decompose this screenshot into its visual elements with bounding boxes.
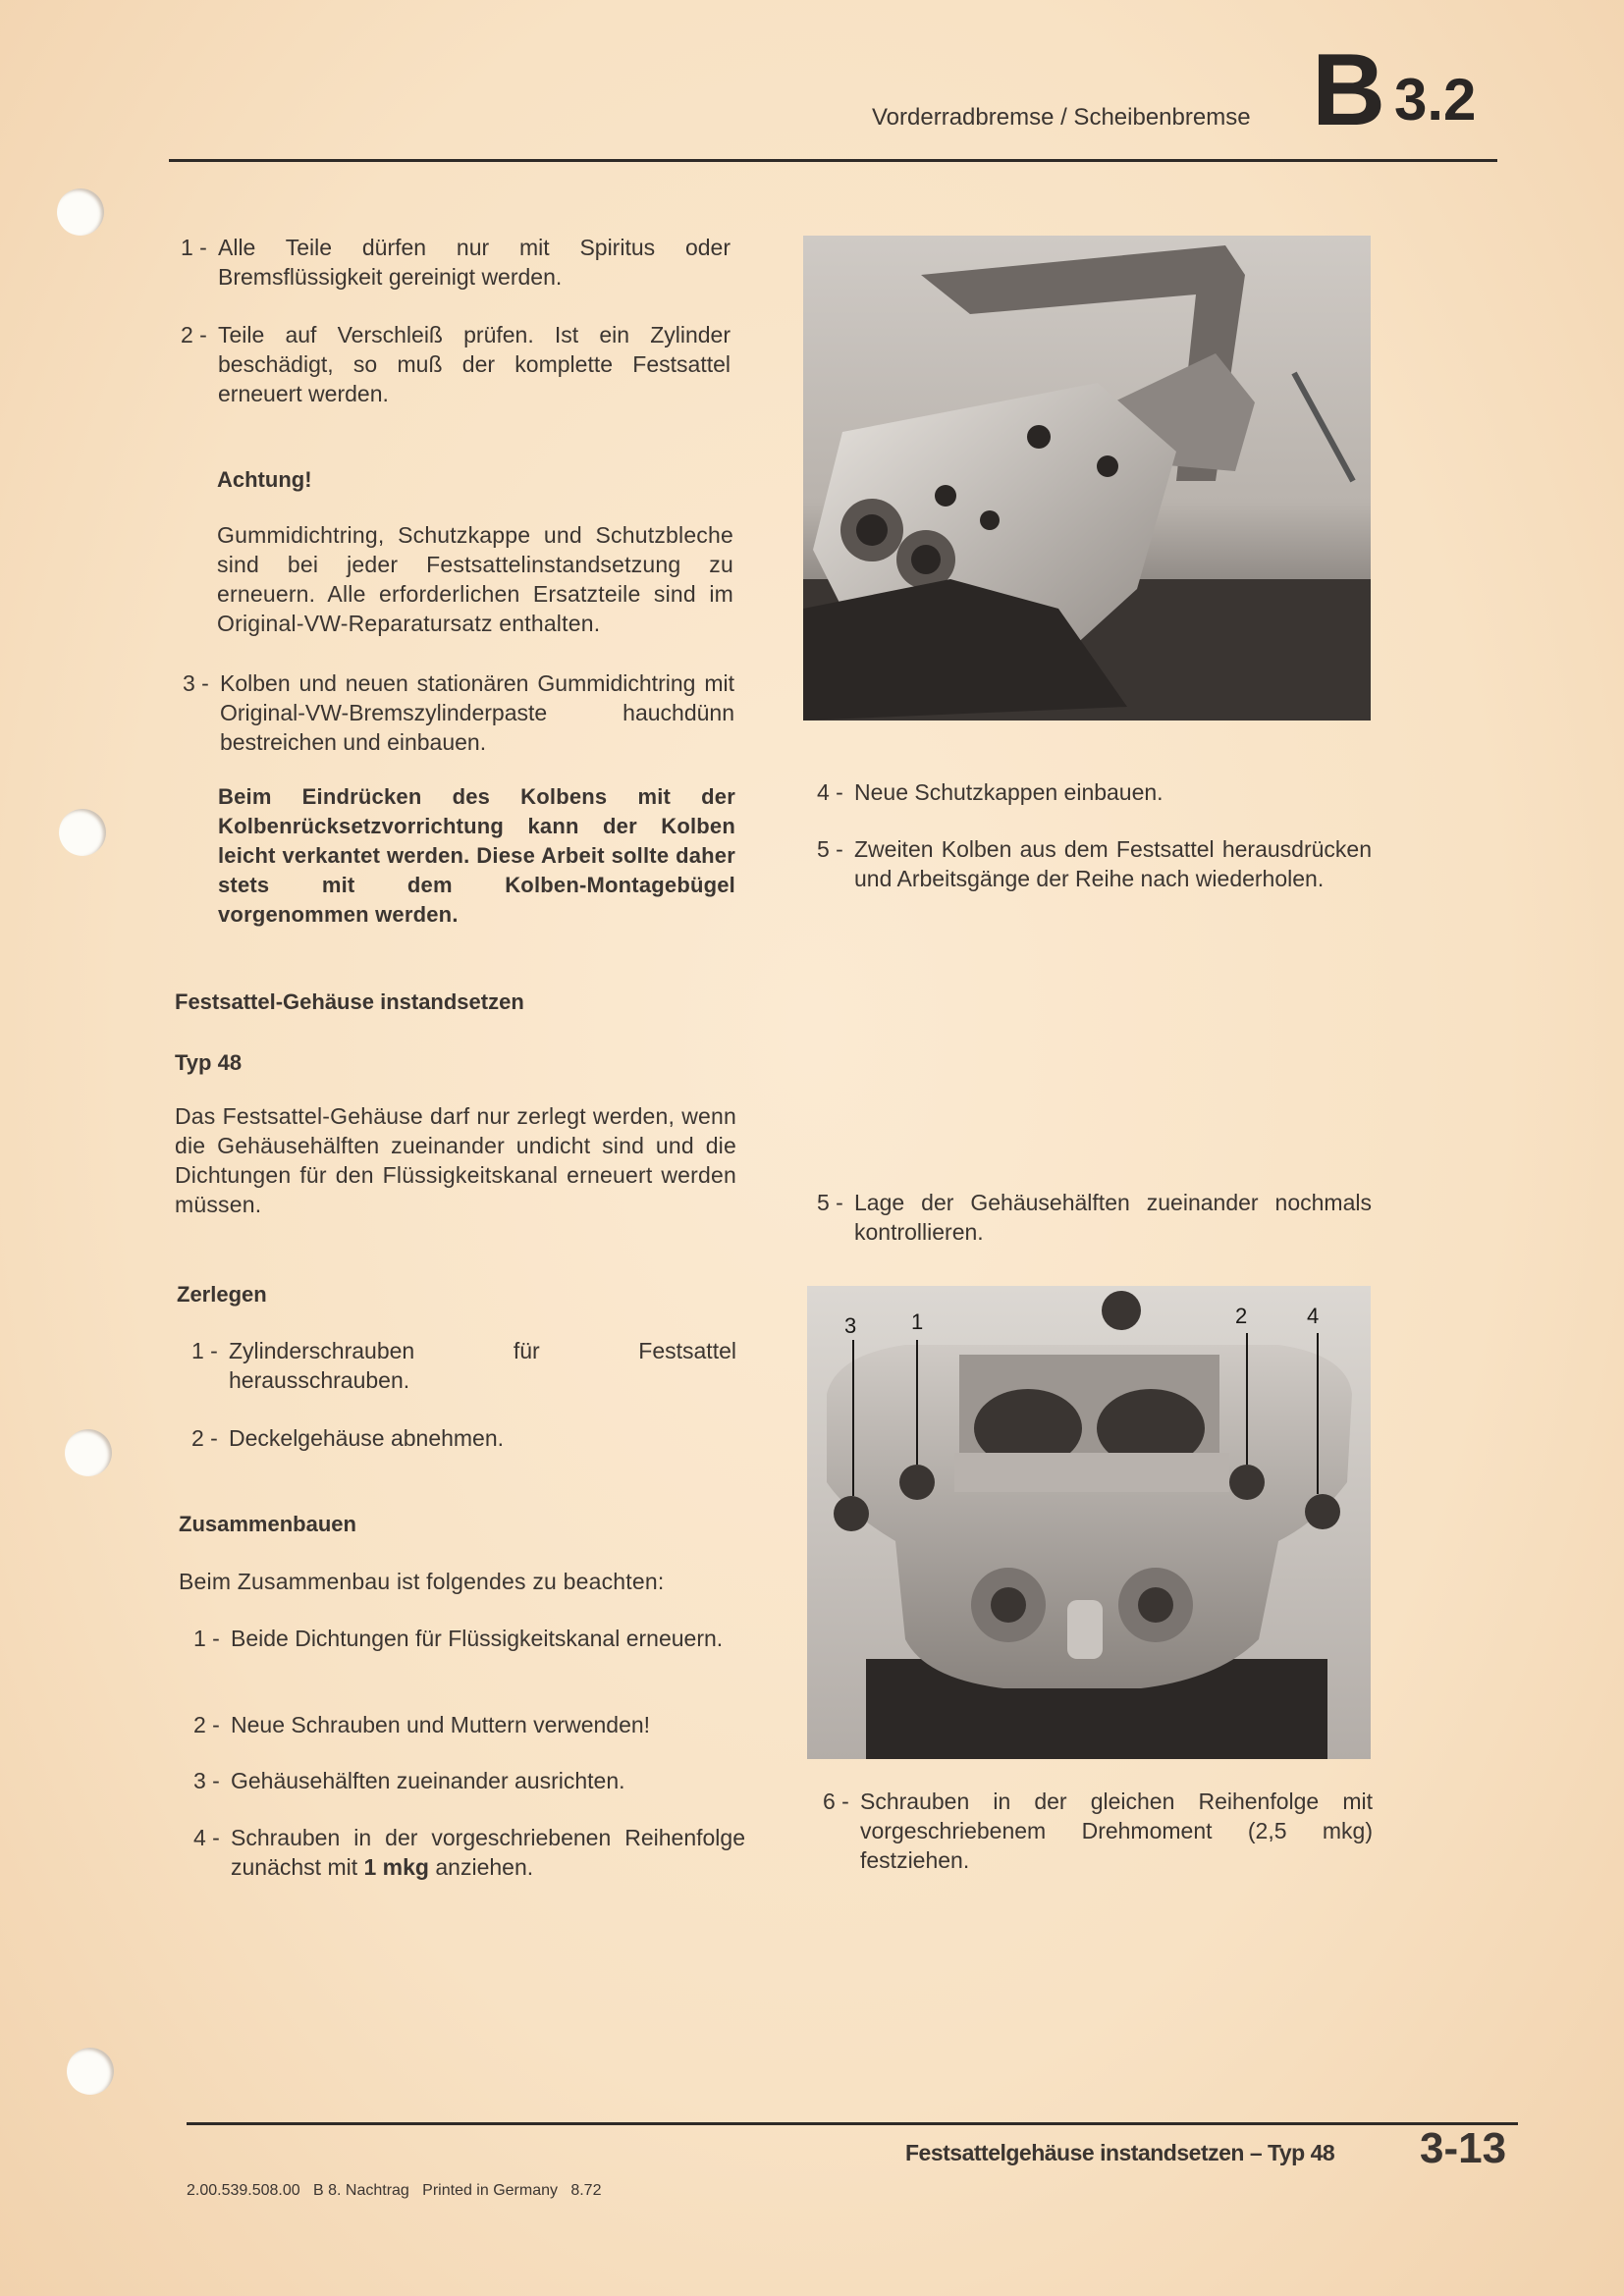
- list-item: 5 - Zweiten Kolben aus dem Festsattel herausdrücken und Arbeitsgänge der Reihe nach wiederholen.: [817, 836, 1372, 891]
- punch-hole: [67, 2048, 114, 2095]
- footer-title: Festsattelgehäuse instandsetzen – Typ 48: [905, 2140, 1335, 2165]
- zusammenbauen-intro: Beim Zusammenbau ist folgendes zu beachten:: [179, 1569, 665, 1594]
- photo-label: 2: [1235, 1304, 1248, 1328]
- list-item: 6 - Schrauben in der gleichen Reihenfolge mit vorgeschriebenem Drehmoment (2,5 mkg) festziehen.: [823, 1789, 1373, 1873]
- list-item: 2 - Deckelgehäuse abnehmen.: [191, 1425, 505, 1451]
- list-item: 3 - Gehäusehälften zueinander ausrichten.: [193, 1768, 625, 1793]
- intro-paragraph: Das Festsattel-Gehäuse darf nur zerlegt werden, wenn die Gehäusehälften zueinander undicht sind und die Dichtungen für den Flüssigkeitskanal erneuert werden müssen.: [175, 1103, 736, 1217]
- punch-hole: [59, 809, 106, 856]
- header-title: Vorderradbremse / Scheibenbremse: [872, 104, 1251, 131]
- photo-caliper-with-mounting-bracket: [803, 236, 1371, 721]
- caliper-housing-illustration: [807, 1286, 1371, 1759]
- list-item: 2 - Neue Schrauben und Muttern verwenden!: [193, 1712, 651, 1737]
- zusammenbauen-title: Zusammenbauen: [179, 1512, 356, 1536]
- list-item: 3 - Kolben und neuen stationären Gummidichtring mit Original-VW-Bremszylinderpaste hauchdünn bestreichen und einbauen.: [183, 670, 734, 755]
- section-title: Festsattel-Gehäuse instandsetzen: [175, 989, 524, 1014]
- list-item: 5 - Lage der Gehäusehälften zueinander nochmals kontrollieren.: [817, 1190, 1372, 1245]
- list-item: 1 - Beide Dichtungen für Flüssigkeitskanal erneuern.: [193, 1626, 724, 1651]
- warning-text: Gummidichtring, Schutzkappe und Schutzbleche sind bei jeder Festsattelinstandsetzung zu erneuern. Alle erforderlichen Ersatzteile sind im Original-VW-Reparatursatz enthalten.: [217, 522, 733, 636]
- photo-label: 3: [844, 1313, 857, 1338]
- footer-rule: [187, 2122, 1518, 2125]
- zerlegen-title: Zerlegen: [177, 1282, 267, 1307]
- punch-hole: [57, 188, 104, 236]
- photo-caliper-bolt-sequence: [807, 1286, 1371, 1759]
- bold-note: Beim Eindrücken des Kolbens mit der Kolbenrücksetzvorrichtung kann der Kolben leicht verkantet werden. Diese Arbeit sollte daher stets mit dem Kolben-Montagebügel vorgenommen werden.: [218, 784, 735, 927]
- list-item: 1 - Zylinderschrauben für Festsattel herausschrauben.: [191, 1338, 736, 1393]
- photo-label: 4: [1307, 1304, 1320, 1328]
- list-item: 1 - Alle Teile dürfen nur mit Spiritus oder Bremsflüssigkeit gereinigt werden.: [181, 235, 731, 290]
- list-item: 2 - Teile auf Verschleiß prüfen. Ist ein Zylinder beschädigt, so muß der komplette Festsattel erneuert werden.: [181, 322, 731, 406]
- section-number: 3.2: [1394, 67, 1477, 133]
- page-number: 3-13: [1420, 2124, 1507, 2172]
- warning-title: Achtung!: [217, 467, 312, 492]
- photo-label: 1: [911, 1309, 924, 1334]
- list-item: 4 - Neue Schutzkappen einbauen.: [817, 779, 1164, 805]
- type-title: Typ 48: [175, 1050, 243, 1075]
- caliper-tool-illustration: [803, 236, 1371, 721]
- list-item: 4 - Schrauben in der vorgeschriebenen Reihenfolge zunächst mit 1 mkg anziehen.: [193, 1825, 745, 1880]
- section-letter: B: [1312, 33, 1386, 147]
- header-rule: [169, 159, 1497, 162]
- imprint: 2.00.539.508.00 B 8. Nachtrag Printed in Germany 8.72: [187, 2182, 602, 2199]
- punch-hole: [65, 1429, 112, 1476]
